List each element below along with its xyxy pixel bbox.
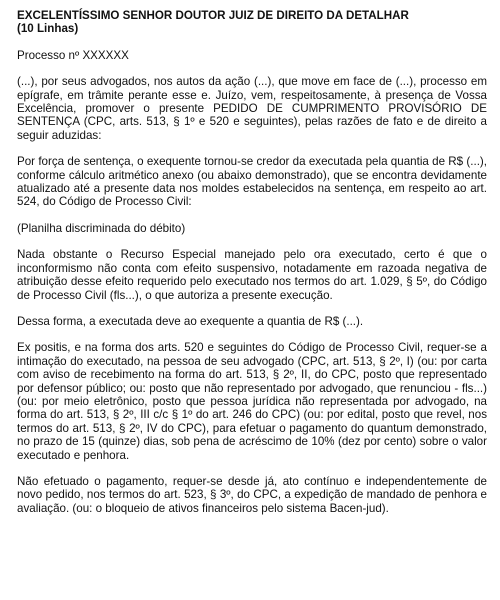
paragraph-introduction: (...), por seus advogados, nos autos da ação (...), que move em face de (...), processo em epígrafe, em trâmite perante esse e. Juízo, vem, respeitosamente, à presença de Vossa Excelência, promover o presente PEDIDO DE CUMPRIMENTO PROVISÓRIO DE SENTENÇA (CPC, arts. 513, § 1º e 520 e seguintes), pelas razões de fato e de direito a seguir aduzidas: — [17, 75, 487, 142]
paragraph-amount-owed: Dessa forma, a executada deve ao exequente a quantia de R$ (...). — [17, 314, 364, 328]
paragraph-seizure: Não efetuado o pagamento, requer-se desde já, ato contínuo e independentemente de novo pedido, nos termos do art. 523, § 3º, do CPC, a expedição de mandado de penhora e avaliação. (ou: o bloqueio de ativos financeiros pelo sistema Bacen-jud). — [17, 474, 487, 515]
paragraph-appeal: Nada obstante o Recurso Especial manejado pelo ora executado, certo é que o inconformismo não conta com efeito suspensivo, notadamente em razoada negativa de atribuição desse efeito requerido pelo executado nos termos do art. 1.029, § 5º, do Código de Processo Civil (fls...), o que autoriza a presente execução. — [17, 248, 487, 302]
paragraph-debt-spreadsheet: (Planilha discriminada do débito) — [17, 221, 186, 235]
paragraph-credit: Por força de sentença, o exequente tornou-se credor da executada pela quantia de R$ (...), conforme cálculo aritmético anexo (ou abaixo demonstrado), que se encontra devidamente atualizado até a presente data nos moldes estabelecidos na sentença, em respeito ao art. 524, do Código de Processo Civil: — [17, 155, 487, 209]
process-number: Processo nº XXXXXX — [17, 48, 129, 62]
document-heading: EXCELENTÍSSIMO SENHOR DOUTOR JUIZ DE DIREITO DA DETALHAR — [17, 9, 409, 22]
petition-document — [17, 9, 487, 528]
document-subheading: (10 Linhas) — [17, 22, 79, 36]
paragraph-requests: Ex positis, e na forma dos arts. 520 e seguintes do Código de Processo Civil, requer-se a intimação do executado, na pessoa de seu advogado (CPC, art. 513, § 2º, I) (ou: por carta com aviso de recebimento na forma do art. 513, § 2º, II, do CPC, posto que representado por defensor público; ou: posto que não representado por advogado, que renunciou - fls...) (ou: por meio eletrônico, posto que pessoa jurídica não representada por advogado, na forma do art. 513, § 2º, III c/c § 1º do art. 246 do CPC) (ou: por edital, posto que revel, nos termos do art. 513, § 2º, IV do CPC), para efetuar o pagamento do quantum demonstrado, no prazo de 15 (quinze) dias, sob pena de acréscimo de 10% (dez por cento) sobre o valor executado e penhora. — [17, 341, 487, 462]
